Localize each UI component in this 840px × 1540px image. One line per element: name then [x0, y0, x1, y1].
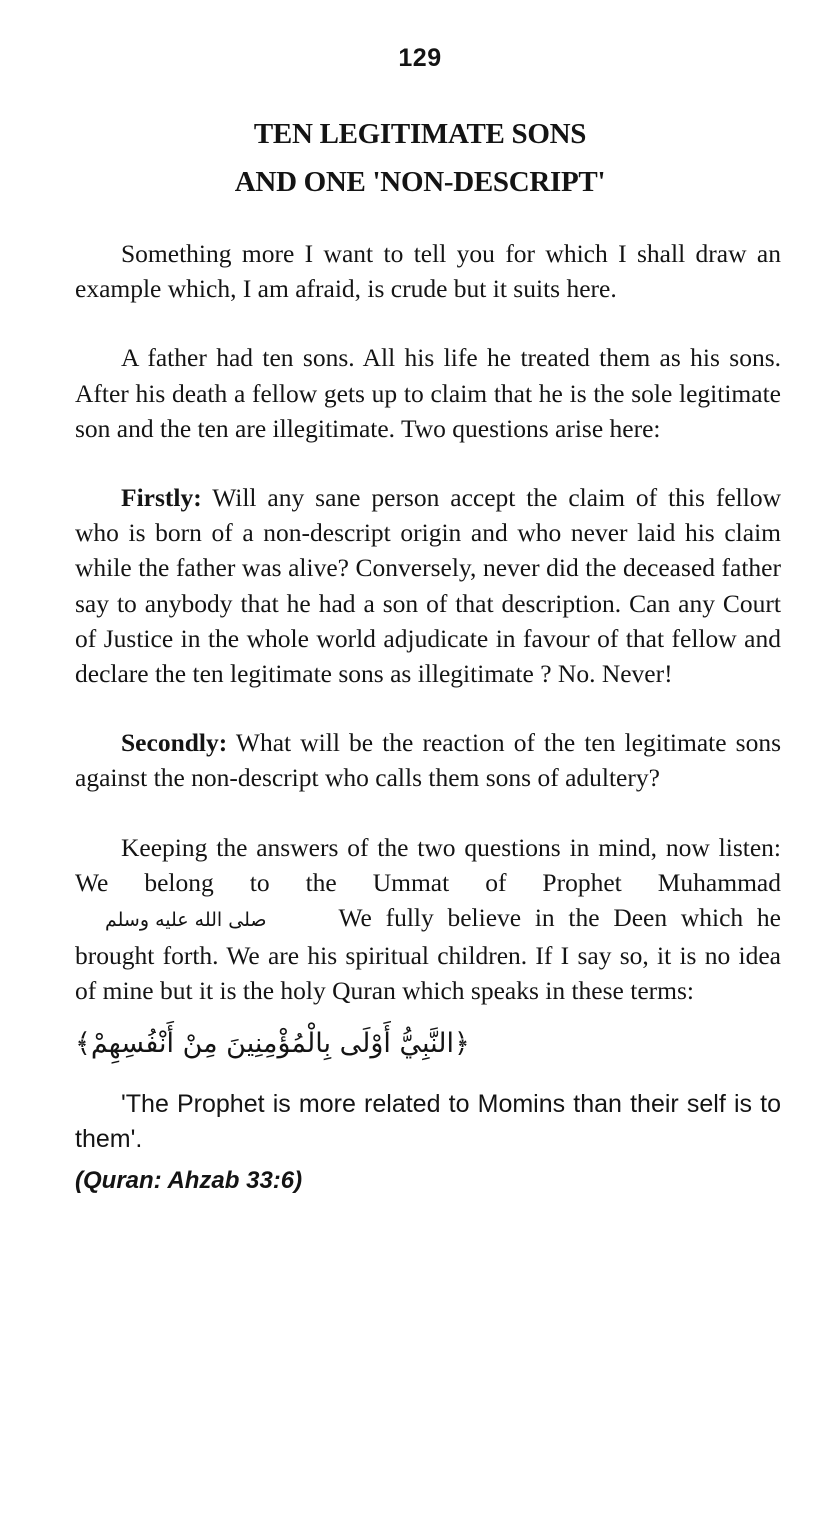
ummat-text-after: We fully believe in the Deen which he brought forth. We are his spiritual children. If I say so, it is no idea of mine but it is the holy Quran which speaks in these terms:	[75, 903, 781, 1006]
ummat-text-before: Keeping the answers of the two questions in mind, now listen: We belong to the Ummat of Prophet Muhammad	[75, 832, 781, 897]
body-text	[75, 236, 781, 1198]
secondly-label: Secondly:	[121, 728, 228, 758]
page-number: 129	[398, 44, 442, 72]
chapter-title-line-2: AND ONE 'NON-DESCRIPT'	[234, 166, 606, 198]
secondly-text: What will be the reaction of the ten legitimate sons against the non-descript who calls them sons of adultery?	[75, 728, 781, 793]
chapter-title-line-1: TEN LEGITIMATE SONS	[253, 118, 587, 150]
paragraph-intro: Something more I want to tell you for which I shall draw an example which, I am afraid, is crude but it suits here.	[75, 239, 781, 304]
paragraph-example: A father had ten sons. All his life he treated them as his sons. After his death a fellow gets up to claim that he is the sole legitimate son and the ten are illegitimate. Two questions arise here:	[75, 343, 781, 443]
quran-verse-arabic: ﴿النَّبِيُّ أَوْلَى بِالْمُؤْمِنِينَ مِنْ أَنْفُسِهِمْ﴾	[75, 1027, 470, 1059]
paragraph-firstly	[75, 480, 781, 691]
paragraph-secondly	[75, 725, 781, 795]
verse-translation: 'The Prophet is more related to Momins than their self is to them'.	[75, 1089, 781, 1153]
firstly-label: Firstly:	[121, 483, 202, 513]
paragraph-ummat	[75, 830, 781, 1009]
salawat-arabic: صلى الله عليه وسلم	[105, 909, 267, 932]
chapter-title	[0, 110, 840, 206]
firstly-text: Will any sane person accept the claim of this fellow who is born of a non-descript origin and who never laid his claim while the father was alive? Conversely, never did the deceased father say to anybody that he had a son of that description. Can any Court of Justice in the whole world adjudicate in favour of that fellow and declare the ten legitimate sons as illegitimate ? No. Never!	[75, 483, 781, 689]
verse-reference: (Quran: Ahzab 33:6)	[75, 1166, 303, 1194]
